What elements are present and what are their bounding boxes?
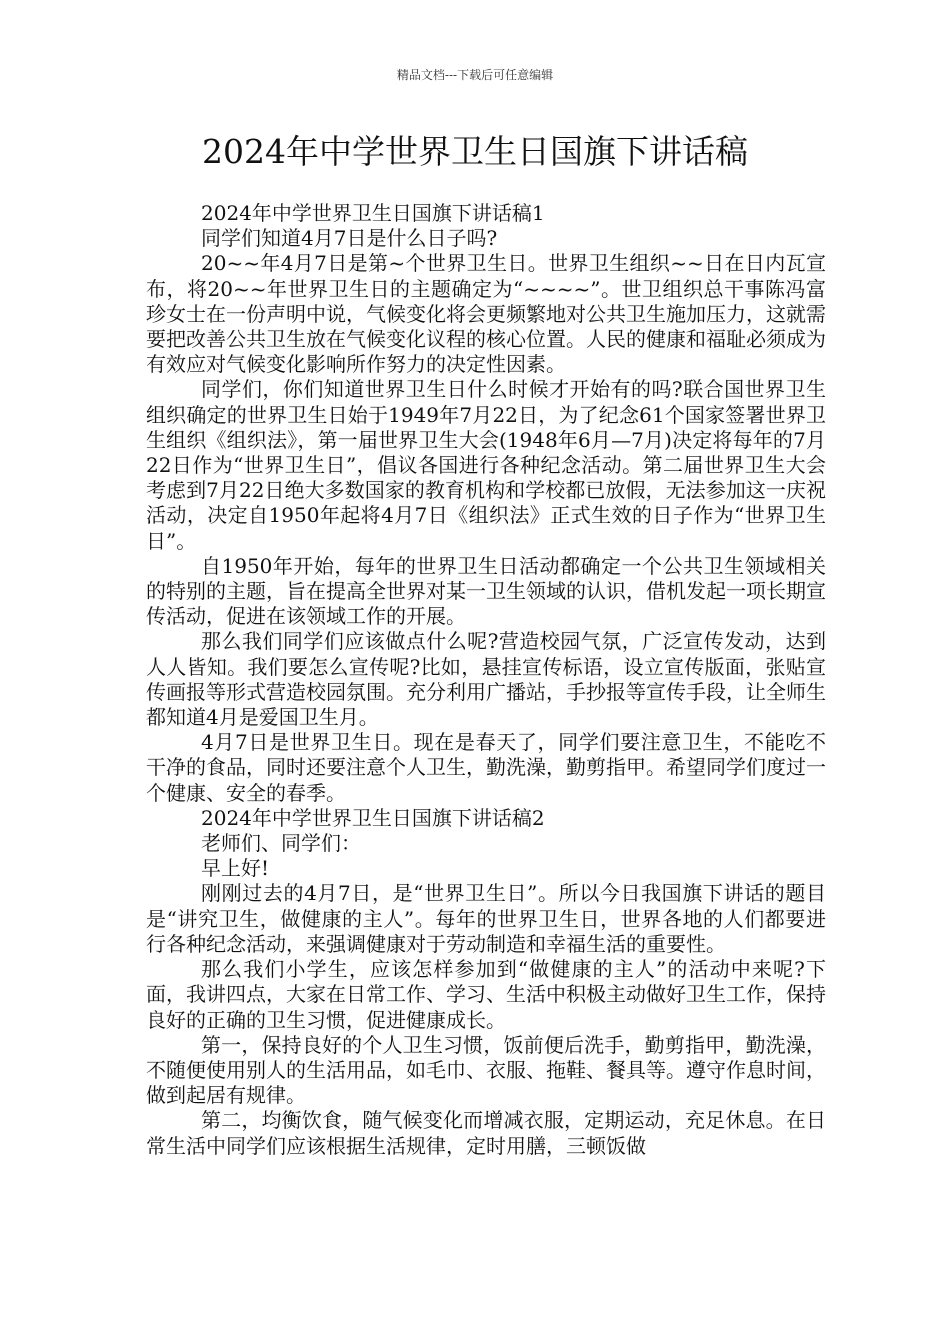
paragraph: 4月7日是世界卫生日。现在是春天了，同学们要注意卫生，不能吃不干净的食品，同时还要注意个人卫生，勤洗澡，勤剪指甲。希望同学们度过一个健康、安全的春季。 — [146, 730, 826, 805]
paragraph: 同学们知道4月7日是什么日子吗? — [201, 226, 498, 251]
paragraph: 第二，均衡饮食，随气候变化而增减衣服，定期运动，充足休息。在日常生活中同学们应该根据生活规律，定时用膳，三顿饭做 — [146, 1108, 826, 1158]
paragraph: 同学们，你们知道世界卫生日什么时候才开始有的吗?联合国世界卫生组织确定的世界卫生日始于1949年7月22日，为了纪念61个国家签署世界卫生组织《组织法》，第一届世界卫生大会(1948年6月—7月)决定将每年的7月22日作为“世界卫生日”，倡议各国进行各种纪念活动。第二届世界卫生大会考虑到7月22日绝大多数国家的教育机构和学校都已放假，无法参加这一庆祝活动，决定自1950年起将4月7日《组织法》正式生效的日子作为“世界卫生日”。 — [146, 377, 826, 553]
paragraph: 早上好! — [201, 856, 270, 881]
paragraph: 20~~年4月7日是第~个世界卫生日。世界卫生组织~~日在日内瓦宣布，将20~~年世界卫生日的主题确定为“~~~~”。世卫组织总干事陈冯富珍女士在一份声明中说，气候变化将会更频繁地对公共卫生施加压力，这就需要把改善公共卫生放在气候变化议程的核心位置。人民的健康和福耻必须成为有效应对气候变化影响所作努力的决定性因素。 — [146, 251, 826, 377]
document-title: 2024年中学世界卫生日国旗下讲话稿 — [202, 132, 748, 171]
page-header-note: 精品文档---下载后可任意编辑 — [396, 68, 554, 82]
document-body — [146, 201, 826, 1159]
paragraph: 2024年中学世界卫生日国旗下讲话稿2 — [201, 805, 545, 830]
paragraph: 自1950年开始，每年的世界卫生日活动都确定一个公共卫生领域相关的特别的主题，旨在提高全世界对某一卫生领域的认识，借机发起一项长期宣传活动，促进在该领域工作的开展。 — [146, 553, 826, 629]
paragraph: 2024年中学世界卫生日国旗下讲话稿1 — [201, 201, 545, 225]
paragraph: 第一，保持良好的个人卫生习惯，饭前便后洗手，勤剪指甲，勤洗澡，不随便使用别人的生活用品，如毛巾、衣服、拖鞋、餐具等。遵守作息时间，做到起居有规律。 — [146, 1032, 826, 1108]
paragraph: 刚刚过去的4月7日，是“世界卫生日”。所以今日我国旗下讲话的题目是“讲究卫生，做健康的主人”。每年的世界卫生日，世界各地的人们都要进行各种纪念活动，来强调健康对于劳动制造和幸福生活的重要性。 — [146, 881, 826, 956]
paragraph: 那么我们同学们应该做点什么呢?营造校园气氛，广泛宣传发动，达到人人皆知。我们要怎么宣传呢?比如，悬挂宣传标语，设立宣传版面，张贴宣传画报等形式营造校园氛围。充分利用广播站，手抄报等宣传手段，让全师生都知道4月是爱国卫生月。 — [146, 629, 826, 730]
paragraph: 老师们、同学们： — [201, 831, 361, 856]
paragraph: 那么我们小学生，应该怎样参加到“做健康的主人”的活动中来呢?下面，我讲四点，大家在日常工作、学习、生活中积极主动做好卫生工作，保持良好的正确的卫生习惯，促进健康成长。 — [146, 957, 826, 1032]
